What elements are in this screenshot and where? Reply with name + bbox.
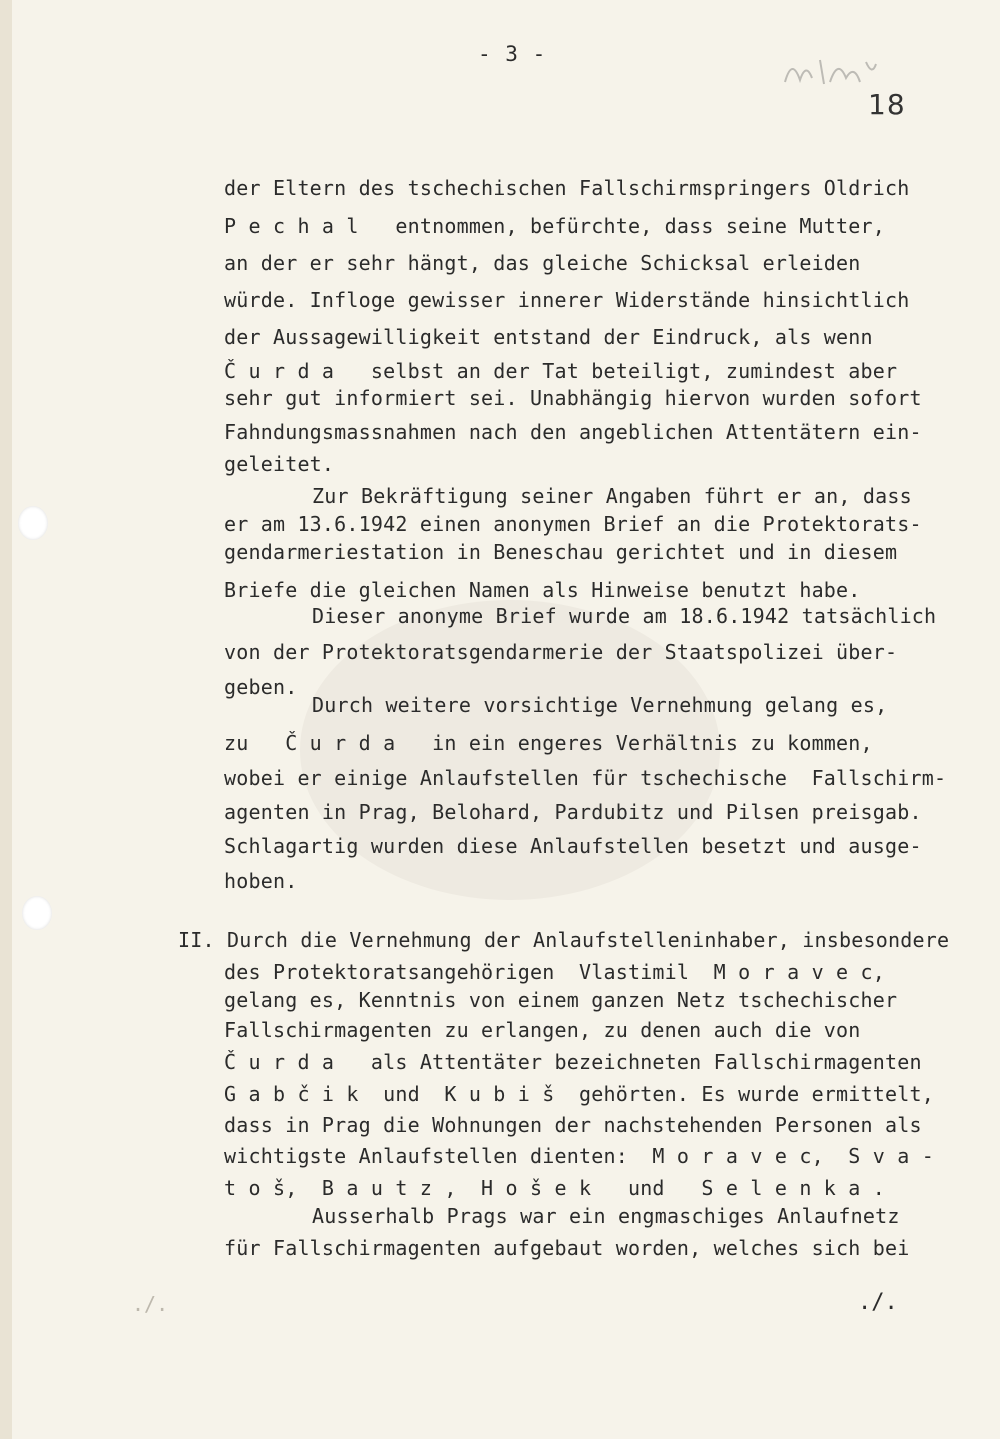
text-line: gendarmeriestation in Beneschau gerichtet und in diesem xyxy=(224,540,898,564)
text-line: an der er sehr hängt, das gleiche Schicksal erleiden xyxy=(224,251,861,275)
punch-hole-lower xyxy=(22,896,52,930)
text-line: P e c h a l entnommen, befürchte, dass seine Mutter, xyxy=(224,214,886,238)
text-line: Briefe die gleichen Namen als Hinweise benutzt habe. xyxy=(224,578,861,602)
text-line: G a b č i k und K u b i š gehörten. Es wurde ermittelt, xyxy=(224,1082,934,1106)
text-line: gelang es, Kenntnis von einem ganzen Netz tschechischer xyxy=(224,988,898,1012)
text-line: geben. xyxy=(224,675,298,699)
text-line: wichtigste Anlaufstellen dienten: M o r a v e c, S v a - xyxy=(224,1144,934,1168)
text-line: Fahndungsmassnahmen nach den angeblichen Attentätern ein- xyxy=(224,420,922,444)
text-line: würde. Infloge gewisser innerer Widerstände hinsichtlich xyxy=(224,288,910,312)
text-line: zu Č u r d a in ein engeres Verhältnis zu kommen, xyxy=(224,731,873,755)
text-line: Durch weitere vorsichtige Vernehmung gelang es, xyxy=(312,693,888,717)
text-line: sehr gut informiert sei. Unabhängig hiervon wurden sofort xyxy=(224,386,922,410)
folio-number: 18 xyxy=(868,88,906,121)
text-line: hoben. xyxy=(224,869,298,893)
text-line: Č u r d a selbst an der Tat beteiligt, zumindest aber xyxy=(224,359,898,383)
text-line: Dieser anonyme Brief wurde am 18.6.1942 tatsächlich xyxy=(312,604,937,628)
text-line: agenten in Prag, Belohard, Pardubitz und Pilsen preisgab. xyxy=(224,800,922,824)
text-line: t o š, B a u t z , H o š e k und S e l e n k a . xyxy=(224,1176,886,1200)
continuation-mark: ./. xyxy=(858,1290,898,1315)
text-line: geleitet. xyxy=(224,452,335,476)
text-line: Ausserhalb Prags war ein engmaschiges Anlaufnetz xyxy=(312,1204,900,1228)
punch-hole-upper xyxy=(18,506,48,540)
text-line: von der Protektoratsgendarmerie der Staatspolizei über- xyxy=(224,640,898,664)
text-line: Zur Bekräftigung seiner Angaben führt er an, dass xyxy=(312,484,912,508)
text-line: Schlagartig wurden diese Anlaufstellen besetzt und ausge- xyxy=(224,834,922,858)
text-line: der Eltern des tschechischen Fallschirmspringers Oldrich xyxy=(224,176,910,200)
text-line: des Protektoratsangehörigen Vlastimil M o r a v e c, xyxy=(224,960,886,984)
section-heading-line: II. Durch die Vernehmung der Anlaufstelleninhaber, insbesondere xyxy=(178,928,950,952)
text-line: wobei er einige Anlaufstellen für tschechische Fallschirm- xyxy=(224,766,947,790)
text-line: Č u r d a als Attentäter bezeichneten Fallschirmagenten xyxy=(224,1050,922,1074)
text-line: dass in Prag die Wohnungen der nachstehenden Personen als xyxy=(224,1113,922,1137)
page-edge xyxy=(0,0,12,1439)
text-line: er am 13.6.1942 einen anonymen Brief an die Protektorats- xyxy=(224,512,922,536)
pencil-annotation-icon xyxy=(780,52,880,92)
text-line: für Fallschirmagenten aufgebaut worden, welches sich bei xyxy=(224,1236,910,1260)
text-line: Fallschirmagenten zu erlangen, zu denen auch die von xyxy=(224,1018,861,1042)
page-number: - 3 - xyxy=(478,42,547,66)
text-line: der Aussagewilligkeit entstand der Eindruck, als wenn xyxy=(224,325,873,349)
faint-continuation-mark: ./. xyxy=(132,1292,169,1316)
